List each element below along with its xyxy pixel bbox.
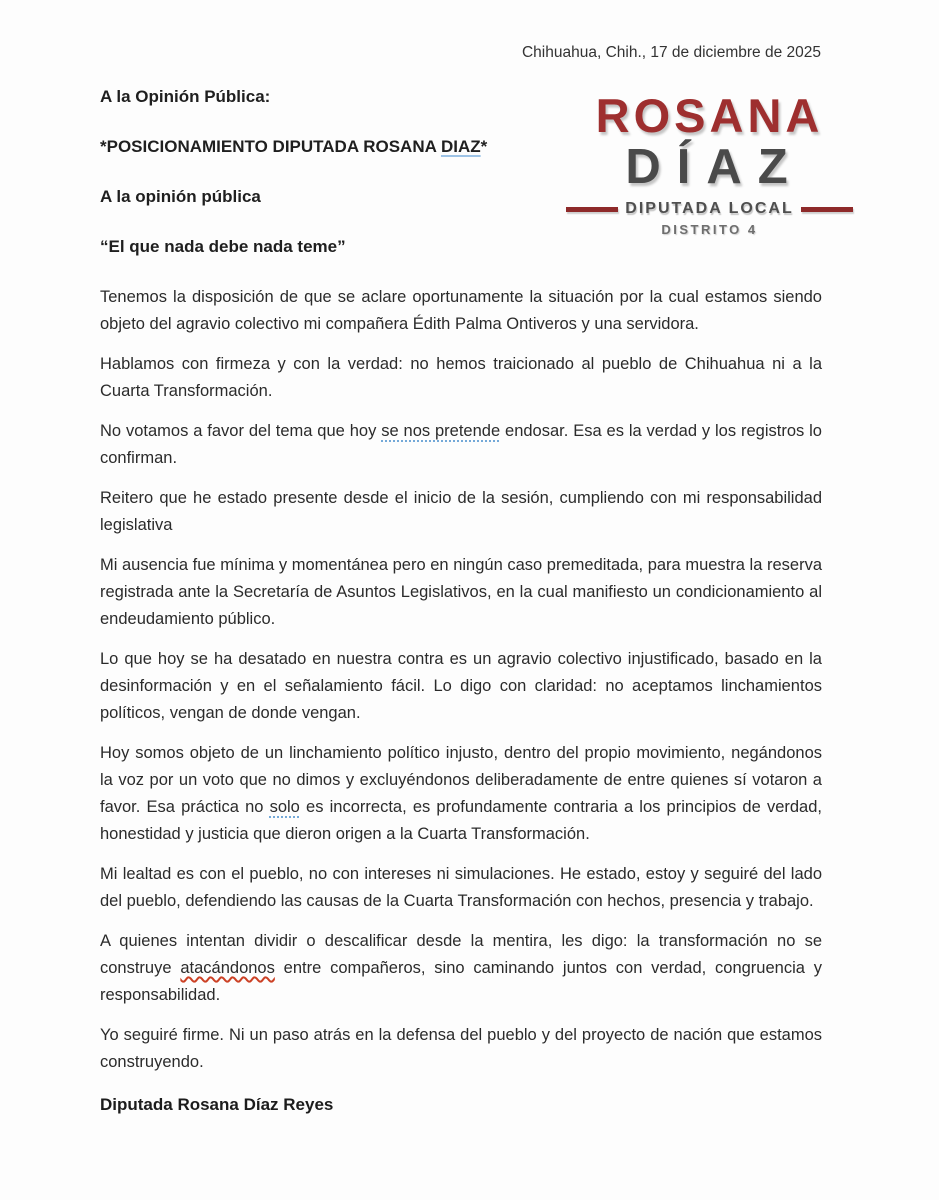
paragraph — [100, 1022, 822, 1076]
salutation-heading: A la Opinión Pública: — [100, 87, 271, 106]
logo-right-bar — [801, 207, 853, 212]
dateline: Chihuahua, Chih., 17 de diciembre de 2025 — [521, 44, 821, 61]
campaign-logo — [557, 89, 862, 237]
logo-role-label: DIPUTADA LOCAL — [625, 200, 794, 217]
text-segment: Lo que hoy se ha desatado en nuestra contra es un agravio colectivo injustificado, basado en la desinformación y en el señalamiento fácil. Lo digo con claridad: no aceptamos linchamientos políticos, vengan de donde vengan. — [100, 650, 822, 722]
text-segment: entre compañeros, sino caminando juntos con verdad, congruencia y responsabilidad. — [100, 959, 822, 1004]
text-segment: Hablamos con firmeza y con la verdad: no hemos traicionado al pueblo de Chihuahua ni a la Cuarta Transformación. — [100, 355, 822, 400]
statement-title-pre: *POSICIONAMIENTO DIPUTADA ROSANA — [100, 137, 441, 156]
statement-title-flagged-word: DIAZ — [440, 137, 481, 156]
logo-first-name: ROSANA — [595, 89, 824, 142]
grammar-flagged-text: se nos pretende — [381, 422, 501, 440]
signature: Diputada Rosana Díaz Reyes — [100, 1095, 334, 1114]
text-segment: Hoy somos objeto de un linchamiento político injusto, dentro del propio movimiento, negándonos la voz por un voto que no dimos y excluyéndonos deliberadamente de entre quienes sí votaron a favor. Esa práctica no — [100, 744, 822, 816]
misspelled-word: atacándonos — [180, 959, 275, 977]
logo-left-bar — [566, 207, 618, 212]
text-segment: Reitero que he estado presente desde el inicio de la sesión, cumpliendo con mi responsabilidad legislativa — [100, 489, 822, 534]
paragraph — [100, 740, 822, 848]
logo-role-row — [557, 201, 862, 217]
paragraph — [100, 351, 822, 405]
paragraph — [100, 485, 822, 539]
sub-salutation-heading: A la opinión pública — [100, 187, 261, 206]
paragraph — [100, 861, 822, 915]
text-segment: endosar. Esa es la verdad y los registros lo confirman. — [100, 422, 822, 467]
statement-title-post: * — [480, 137, 488, 156]
logo-district-label: DISTRITO 4 — [661, 222, 758, 237]
text-segment: Mi ausencia fue mínima y momentánea pero en ningún caso premeditada, para muestra la reserva registrada ante la Secretaría de Asuntos Legislativos, en la cual manifiesto un condicionamiento al endeudamiento público. — [100, 556, 822, 628]
paragraph — [100, 284, 822, 338]
paragraph — [100, 418, 822, 472]
text-segment: es incorrecta, es profundamente contraria a los principios de verdad, honestidad y justicia que dieron origen a la Cuarta Transformación. — [100, 798, 822, 843]
text-segment: Tenemos la disposición de que se aclare oportunamente la situación por la cual estamos siendo objeto del agravio colectivo mi compañera Édith Palma Ontiveros y una servidora. — [100, 288, 822, 333]
text-segment: No votamos a favor del tema que hoy — [100, 422, 382, 440]
quote-heading: “El que nada debe nada teme” — [100, 237, 346, 256]
paragraph — [100, 646, 822, 727]
text-segment: Mi lealtad es con el pueblo, no con intereses ni simulaciones. He estado, estoy y seguiré del lado del pueblo, defendiendo las causas de la Cuarta Transformación con hechos, presencia y trabajo. — [100, 865, 822, 910]
document-body — [100, 284, 822, 1118]
text-segment: Yo seguiré firme. Ni un paso atrás en la defensa del pueblo y del proyecto de nación que estamos construyendo. — [100, 1026, 822, 1071]
headings-block — [100, 87, 570, 287]
logo-last-name: DÍAZ — [625, 140, 804, 194]
grammar-flagged-text: solo — [269, 798, 300, 816]
paragraph — [100, 928, 822, 1009]
text-segment: A quienes intentan dividir o descalificar desde la mentira, les digo: la transformación no se construye — [100, 932, 822, 977]
paragraph — [100, 552, 822, 633]
statement-title — [100, 137, 570, 157]
